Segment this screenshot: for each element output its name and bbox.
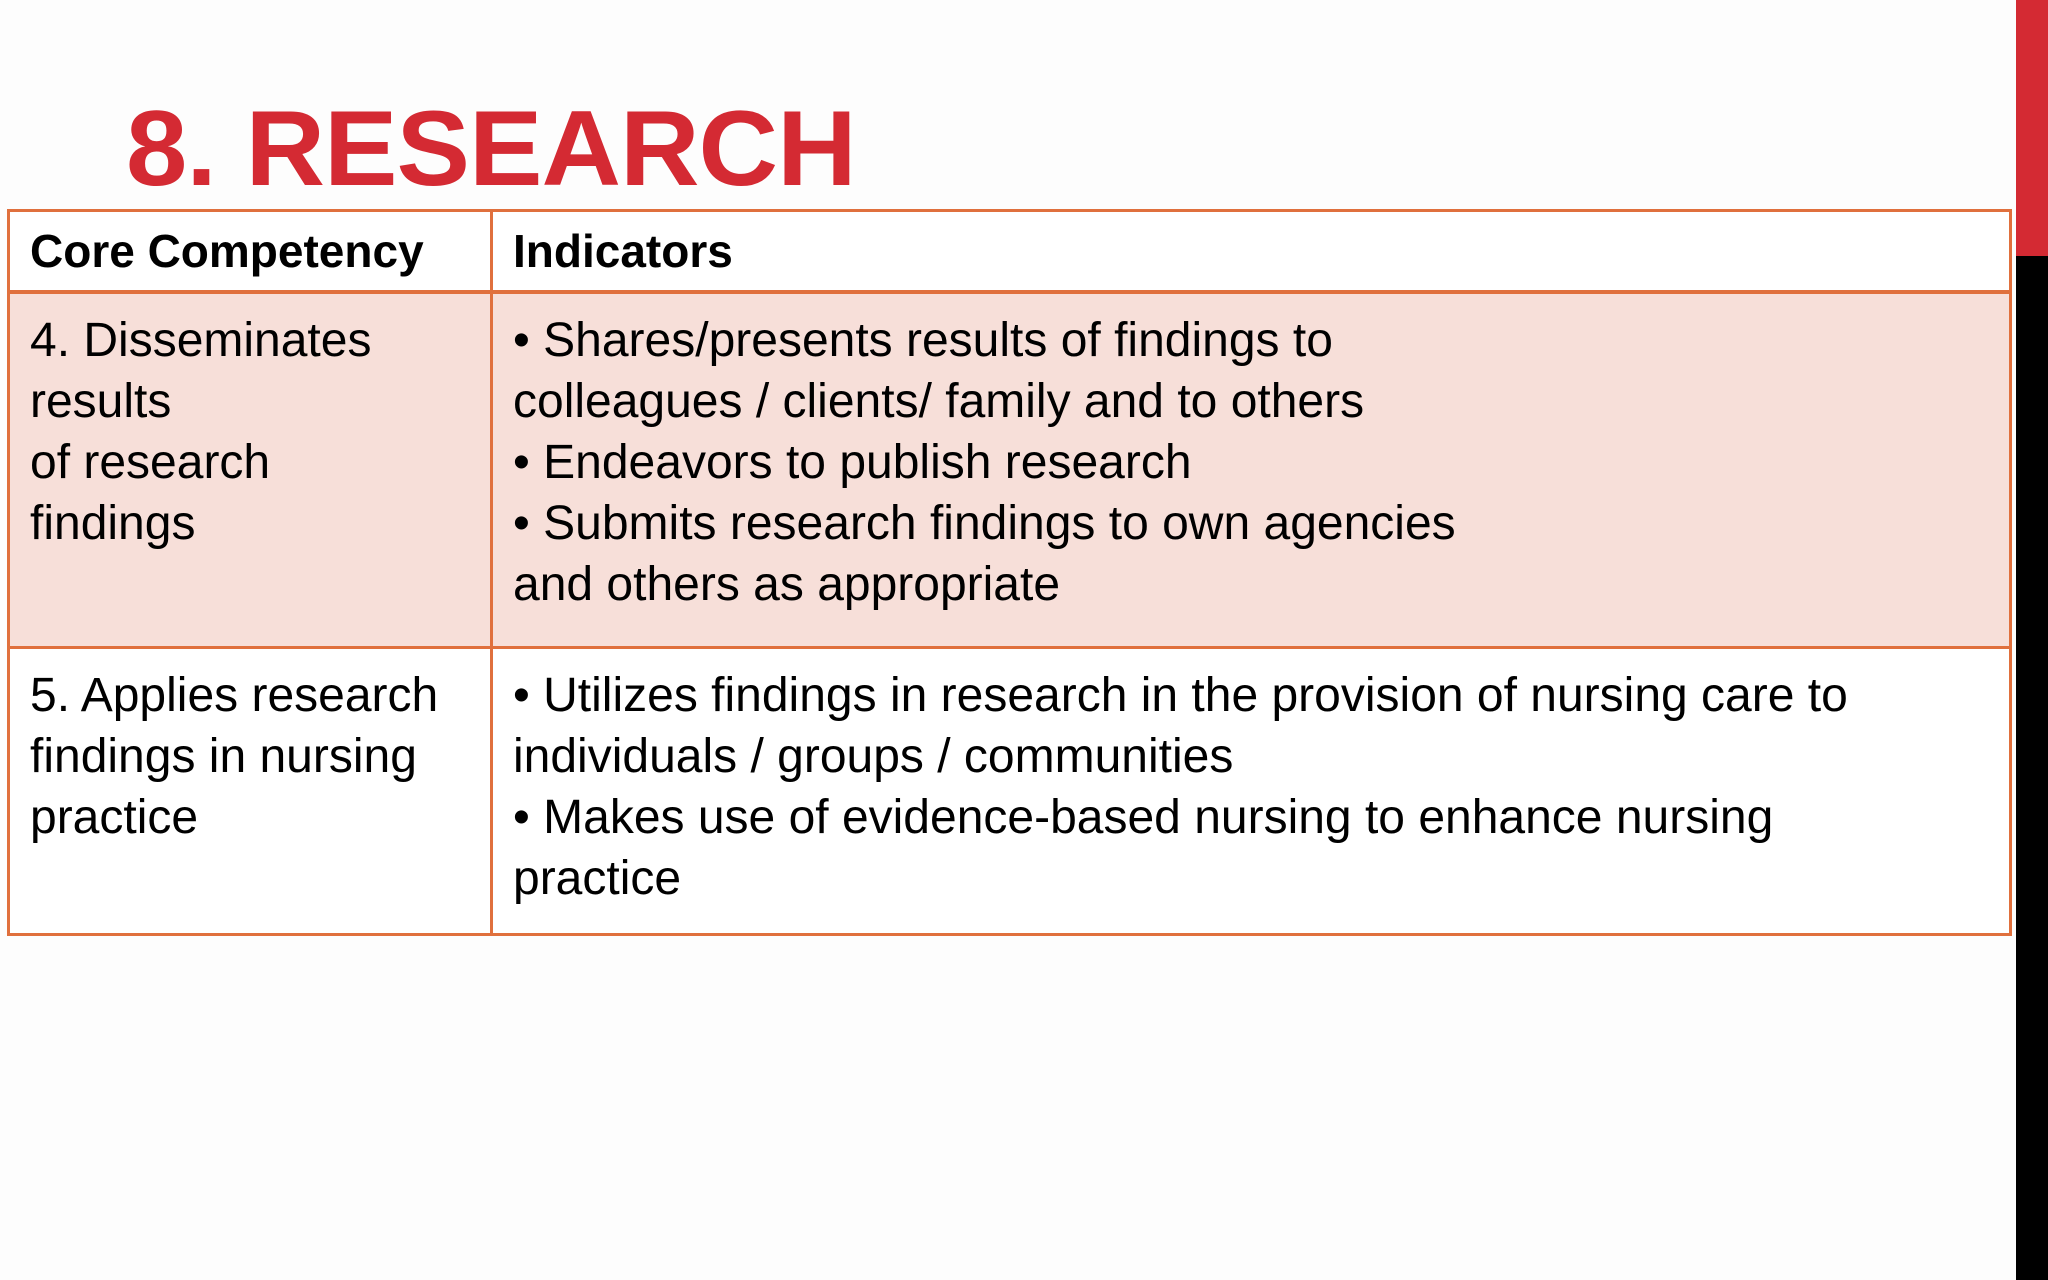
- core-competency-cell: [9, 648, 492, 935]
- indicators-text: • Shares/presents results of findings to colleagues / clients/ family and to others • Endeavors to publish research • Submits research findings to own agencies and others as appropriate: [513, 314, 1456, 611]
- table-header-row: [9, 211, 2011, 293]
- side-accent-bar-black: [2016, 256, 2048, 1280]
- indicators-cell: [492, 292, 2011, 648]
- core-competency-text: 4. Disseminates results of research findings: [30, 314, 372, 550]
- indicators-text: • Utilizes findings in research in the provision of nursing care to individuals / groups / communities • Makes use of evidence-based nursing to enhance nursing practice: [513, 669, 1848, 905]
- table-row: [9, 292, 2011, 648]
- side-accent-bar-red: [2016, 0, 2048, 256]
- header-indicators: Indicators: [492, 211, 2011, 293]
- header-core-competency: Core Competency: [9, 211, 492, 293]
- competency-table: [7, 209, 2012, 936]
- core-competency-cell: [9, 292, 492, 648]
- slide-title: 8. RESEARCH: [126, 88, 856, 208]
- table-row: [9, 648, 2011, 935]
- core-competency-text: 5. Applies research findings in nursing practice: [30, 669, 439, 844]
- indicators-cell: [492, 648, 2011, 935]
